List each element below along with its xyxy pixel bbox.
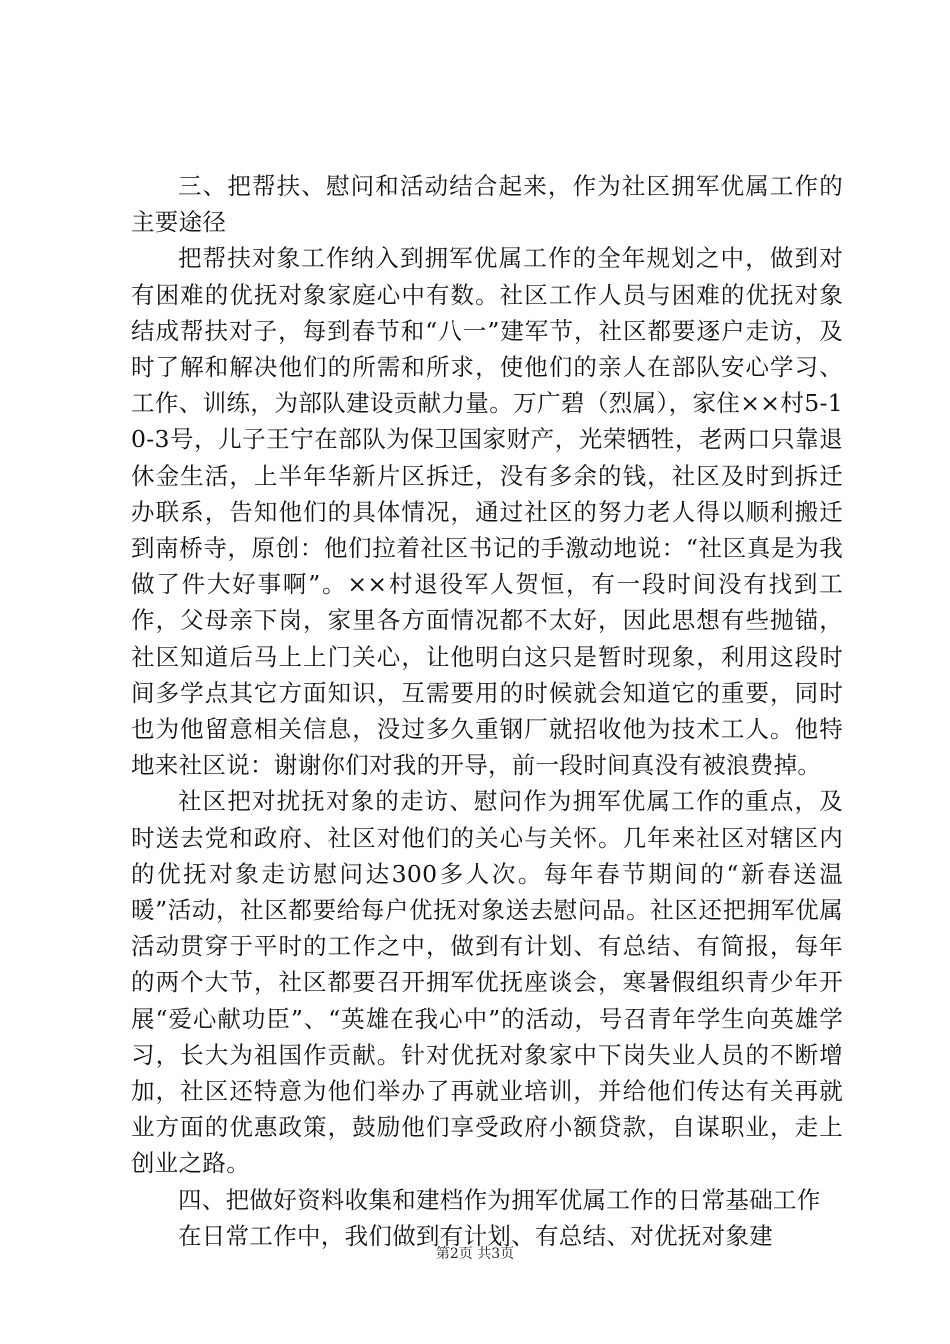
body-paragraph: 社区把对扰抚对象的走访、慰问作为拥军优属工作的重点，及时送去党和政府、社区对他们的关心与关怀。几年来社区对辖区内的优抚对象走访慰问达300多人次。每年春节期间的“新春送温暖”活动，社区都要给每户优抚对象送去慰问品。社区还把拥军优属活动贯穿于平时的工作之中，做到有计划、有总结、有简报，每年的两个大节，社区都要召开拥军优抚座谈会，寒暑假组织青少年开展“爱心献功臣”、“英雄在我心中”的活动，号召青年学生向英雄学习，长大为祖国作贡献。针对优抚对象家中下岗失业人员的不断增加，社区还特意为他们举办了再就业培训，并给他们传达有关再就业方面的优惠政策，鼓励他们享受政府小额贷款，自谋职业，走上创业之路。 <box>131 787 843 1178</box>
body-paragraph: 把帮扶对象工作纳入到拥军优属工作的全年规划之中，做到对有困难的优抚对象家庭心中有数。社区工作人员与困难的优抚对象结成帮扶对子，每到春节和“八一”建军节，社区都要逐户走访，及时了解和解决他们的所需和所求，使他们的亲人在部队安心学习、工作、训练，为部队建设贡献力量。万广碧（烈属），家住××村5-10-3号，儿子王宁在部队为保卫国家财产，光荣牺牲，老两口只靠退休金生活，上半年华新片区拆迁，没有多余的钱，社区及时到拆迁办联系，告知他们的具体情况，通过社区的努力老人得以顺利搬迁到南桥寺，原创：他们拉着社区书记的手激动地说：“社区真是为我做了件大好事啊”。××村退役军人贺恒，有一段时间没有找到工作，父母亲下岗，家里各方面情况都不太好，因此思想有些抛锚，社区知道后马上上门关心，让他明白这只是暂时现象，利用这段时间多学点其它方面知识，互需要用的时候就会知道它的重要，同时也为他留意相关信息，没过多久重钢厂就招收他为技术工人。他特地来社区说：谢谢你们对我的开导，前一段时间真没有被浪费掉。 <box>131 244 843 780</box>
section-heading-4: 四、把做好资料收集和建档作为拥军优属工作的日常基础工作 <box>178 1185 821 1214</box>
document-body <box>131 168 843 1254</box>
page-number-footer: 第2页 共3页 <box>435 1246 515 1262</box>
body-paragraph: 在日常工作中，我们做到有计划、有总结、对优抚对象建 <box>178 1221 773 1250</box>
section-heading-3: 三、把帮扶、慰问和活动结合起来，作为社区拥军优属工作的主要途径 <box>131 172 843 237</box>
